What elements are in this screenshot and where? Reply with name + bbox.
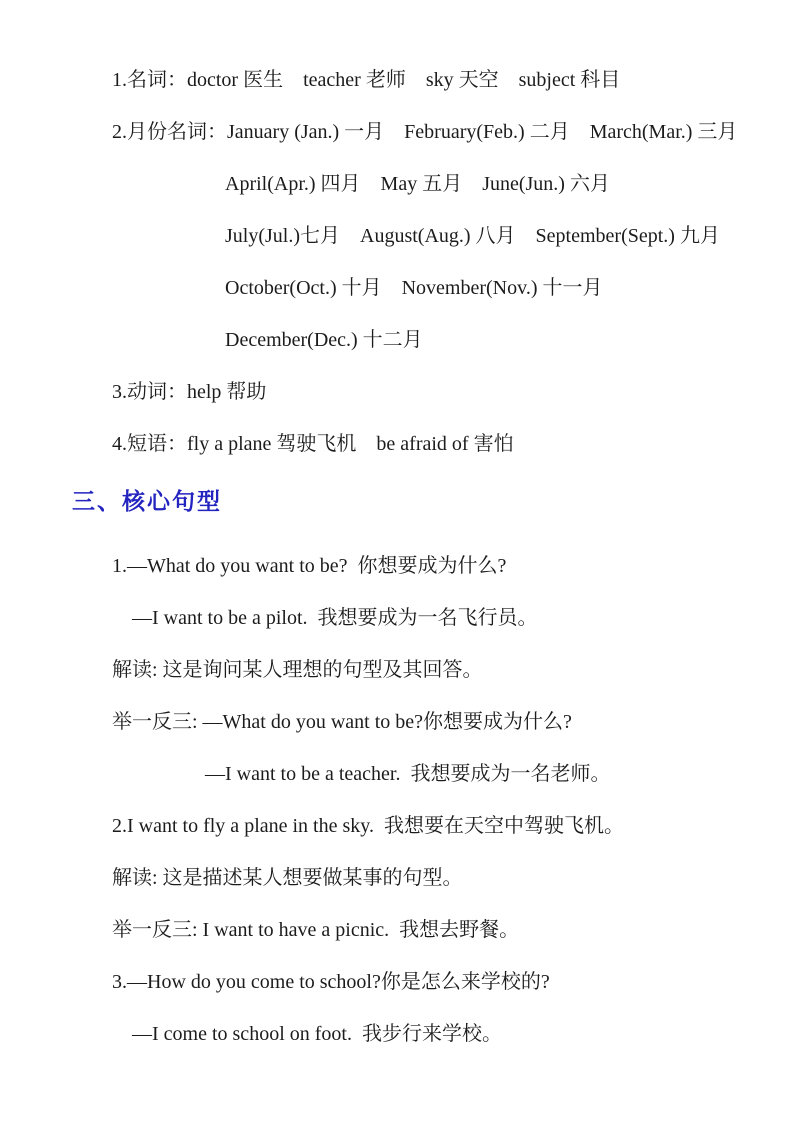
vocab-line-months-3: July(Jul.)七月 August(Aug.) 八月 September(Sept.) 九月 bbox=[225, 225, 720, 247]
sentence-patterns-section bbox=[0, 540, 793, 1060]
vocab-line-months-5: December(Dec.) 十二月 bbox=[225, 329, 423, 351]
sentence-question-3: 3.—How do you come to school?你是怎么来学校的? bbox=[112, 971, 550, 993]
sentence-example-1-question: 举一反三: —What do you want to be?你想要成为什么? bbox=[112, 711, 572, 733]
vocab-line-phrases: 4.短语：fly a plane 驾驶飞机 be afraid of 害怕 bbox=[112, 433, 514, 455]
vocab-section bbox=[0, 54, 793, 470]
vocab-line-months-1: 2.月份名词：January (Jan.) 一月 February(Feb.) 二月 March(Mar.) 三月 bbox=[112, 121, 738, 143]
sentence-answer-1: —I want to be a pilot. 我想要成为一名飞行员。 bbox=[132, 607, 538, 629]
section-heading: 三、核心句型 bbox=[72, 489, 222, 514]
sentence-example-1-answer: —I want to be a teacher. 我想要成为一名老师。 bbox=[205, 763, 611, 785]
sentence-answer-3: —I come to school on foot. 我步行来学校。 bbox=[132, 1023, 502, 1045]
vocab-line-months-4: October(Oct.) 十月 November(Nov.) 十一月 bbox=[225, 277, 603, 299]
sentence-note-1: 解读: 这是询问某人理想的句型及其回答。 bbox=[112, 659, 483, 681]
sentence-example-2: 举一反三: I want to have a picnic. 我想去野餐。 bbox=[112, 919, 520, 941]
sentence-statement-2: 2.I want to fly a plane in the sky. 我想要在天空中驾驶飞机。 bbox=[112, 815, 624, 837]
vocab-line-months-2: April(Apr.) 四月 May 五月 June(Jun.) 六月 bbox=[225, 173, 610, 195]
vocab-line-nouns: 1.名词：doctor 医生 teacher 老师 sky 天空 subject 科目 bbox=[112, 69, 621, 91]
sentence-question-1: 1.—What do you want to be? 你想要成为什么? bbox=[112, 555, 507, 577]
sentence-note-2: 解读: 这是描述某人想要做某事的句型。 bbox=[112, 867, 463, 889]
vocab-line-verbs: 3.动词：help 帮助 bbox=[112, 381, 267, 403]
